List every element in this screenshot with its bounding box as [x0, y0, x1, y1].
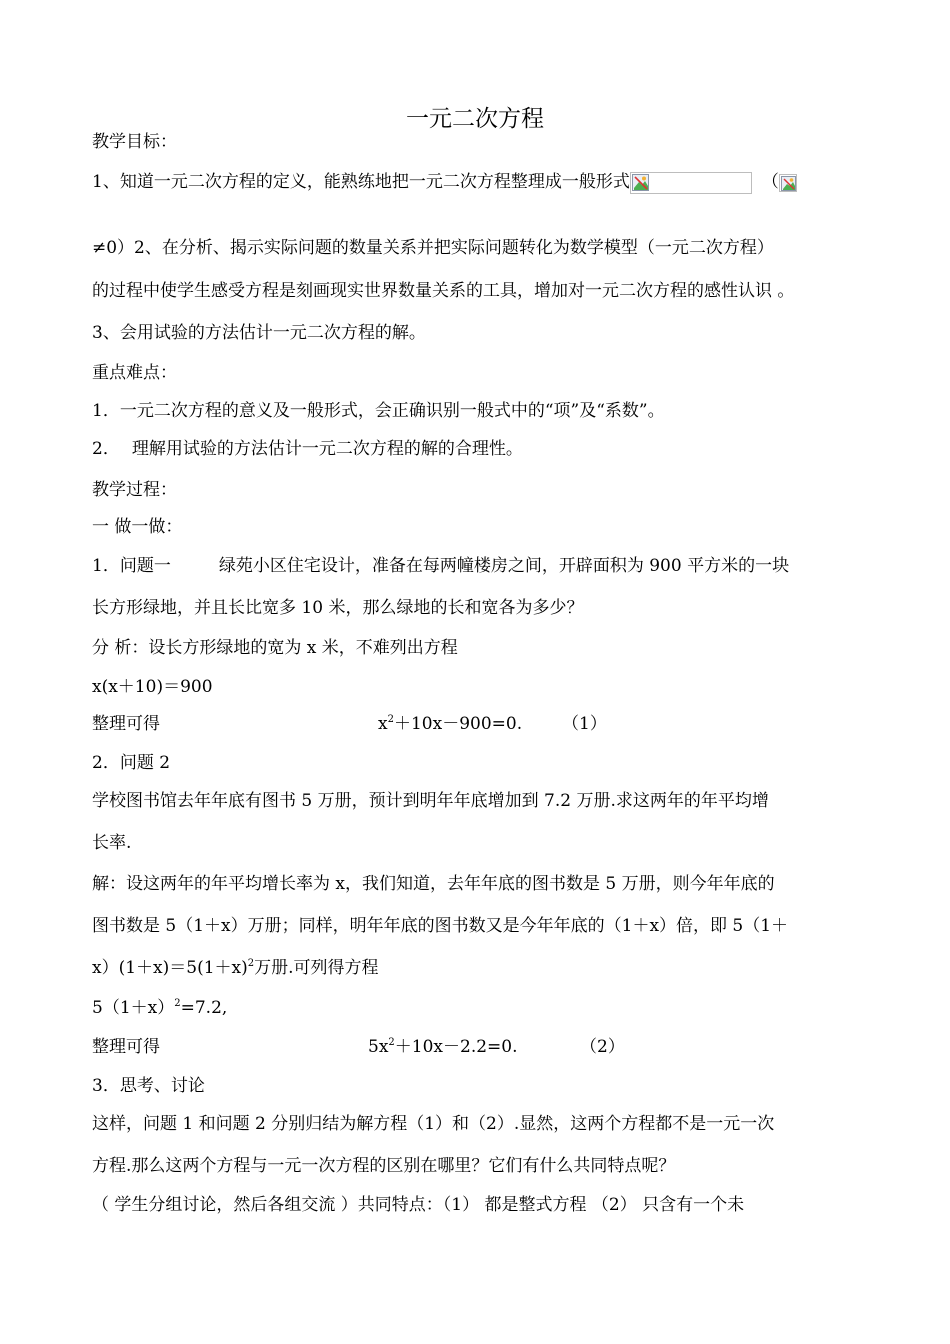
question-1-text: 绿苑小区住宅设计，准备在每两幢楼房之间，开辟面积为 900 平方米的一块 — [218, 556, 790, 576]
arrange-label: 整理可得 — [92, 1037, 160, 1057]
section-heading: 一 做一做： — [92, 517, 183, 537]
key-point-1: 1．一元二次方程的意义及一般形式，会正确识别一般式中的“项”及“系数”。 — [92, 401, 665, 421]
solution-line-1: 解：设这两年的年平均增长率为 x，我们知道，去年年底的图书数是 5 万册，则今年年底的 — [92, 874, 775, 894]
solution-line-3: $x)(1+x)=5(1+x)^2$万册.可列得方程 — [92, 958, 379, 978]
key-points-heading: 重点难点： — [92, 363, 177, 383]
goal-1-text: 1、知道一元二次方程的定义，能熟练地把一元二次方程整理成一般形式 — [92, 172, 630, 192]
equation-1: $x^2+10x-900=0$. — [378, 714, 523, 734]
question-2-text: 学校图书馆去年年底有图书 5 万册，预计到明年年底增加到 7.2 万册.求这两年的年平均增 — [92, 791, 769, 811]
analysis-line: 分 析：设长方形绿地的宽为 x 米，不难列出方程 — [92, 638, 458, 658]
goal-1-line — [92, 171, 797, 194]
key-point-2 — [92, 438, 523, 460]
think-line-1: 这样，问题 1 和问题 2 分别归结为解方程（1）和（2）.显然，这两个方程都不是一元一次 — [92, 1114, 775, 1134]
key-point-2-text: 理解用试验的方法估计一元二次方程的解的合理性。 — [131, 439, 523, 459]
equation-2: $5x^2+10x-2.2=0$. — [368, 1037, 518, 1057]
question-1-line — [92, 555, 789, 577]
question-2-label: 2．问题 2 — [92, 753, 171, 773]
question-1-continued: 长方形绿地，并且长比宽多 10 米，那么绿地的长和宽各为多少？ — [92, 598, 584, 618]
question-1-label: 1．问题一 — [92, 556, 171, 576]
question-2-continued: 长率. — [92, 833, 132, 853]
equation-1-tag: （1） — [562, 714, 607, 734]
goal-2-continued: 的过程中使学生感受方程是刻画现实世界数量关系的工具，增加对一元二次方程的感性认识 。 — [92, 281, 795, 301]
equation-2-tag: （2） — [580, 1037, 625, 1057]
process-heading: 教学过程： — [92, 480, 177, 500]
solution-line-2: 图书数是 5（1＋x）万册；同样，明年年底的图书数又是今年年底的（1＋x）倍，即 5（1＋ — [92, 916, 789, 936]
think-heading: 3．思考、讨论 — [92, 1076, 205, 1096]
broken-image-icon — [779, 174, 797, 192]
broken-image-icon — [630, 172, 752, 194]
goal-3: 3、会用试验的方法估计一元二次方程的解。 — [92, 323, 426, 343]
goals-heading: 教学目标： — [92, 132, 177, 152]
key-point-2-number: 2． — [92, 439, 120, 459]
equation-original: x(x＋10)＝900 — [92, 677, 213, 697]
arrange-label: 整理可得 — [92, 714, 160, 734]
think-line-3: （ 学生分组讨论，然后各组交流 ）共同特点：（1） 都是整式方程 （2） 只含有一个未 — [92, 1195, 745, 1215]
goal-1-paren: （ — [761, 172, 779, 192]
equation-2-original: $5(1+x)^2=7.2$, — [92, 998, 228, 1018]
page-title: 一元二次方程 — [406, 106, 544, 132]
goal-1-continued: ≠0）2、在分析、揭示实际问题的数量关系并把实际问题转化为数学模型（一元二次方程） — [92, 238, 774, 258]
think-line-2: 方程.那么这两个方程与一元一次方程的区别在哪里？它们有什么共同特点呢？ — [92, 1156, 676, 1176]
